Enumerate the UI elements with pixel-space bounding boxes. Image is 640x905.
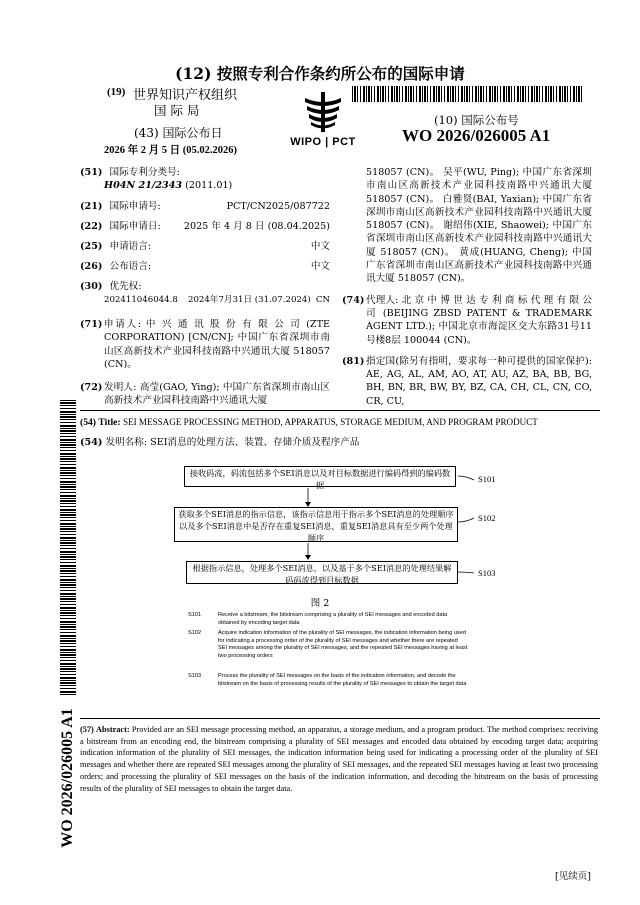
ipc-value: H04N 21/2343 <box>104 180 183 191</box>
divider-abstract <box>80 718 600 719</box>
applicant-text: 申请人: 中 兴 通 讯 股 份 有 限 公 司 (ZTE CORPORATION) [CN/CN]; 中国广东省深圳市南山区高新技术产业园科技南路中兴通讯大厦 518057 (CN)。 <box>104 319 330 370</box>
lang-label: 申请语言: <box>109 241 152 252</box>
legend-text-s101: Receive a bitstream, the bitstream comprising a plurality of SEI messages and encoded data obtained by encoding target data <box>218 612 448 626</box>
legend-code-s101: S101 <box>188 612 202 618</box>
legend-code-s102: S102 <box>188 630 202 636</box>
agent-code: (74) <box>342 294 365 306</box>
ipc-year: (2011.01) <box>182 180 233 191</box>
agent-text: 代理人: 北 京 中 博 世 达 专 利 商 标 代 理 有 限 公 司 (BEIJING ZBSD PATENT & TRADEMARK AGENT LTD.); 中国北京市海淀区交大东路31号11号楼8层 100044 (CN)。 <box>366 294 592 346</box>
wipo-logo-text: WIPO | PCT <box>290 136 356 148</box>
pub-date-label: (43) 国际公布日 <box>134 126 223 140</box>
ipc-label: 国际专利分类号: <box>109 167 180 178</box>
document-title: (12) 按照专利合作条约所公布的国际申请 <box>175 64 465 83</box>
lang-code: (25) <box>80 241 103 252</box>
flow-label-s103: S103 <box>478 568 496 578</box>
abstract <box>80 724 598 794</box>
org-name: 世界知识产权组织 <box>133 88 238 103</box>
pub-lang-label: 公布语言: <box>109 261 152 272</box>
app-no-value: PCT/CN2025/087722 <box>226 201 330 212</box>
pub-date: 2026 年 2 月 5 日 (05.02.2026) <box>104 145 237 156</box>
filing-value: 2025 年 4 月 8 日 (08.04.2025) <box>183 221 330 232</box>
inventors-continued: 518057 (CN)。 吴平(WU, Ping); 中国广东省深圳市南山区高新技术产业园科技南路中兴通讯大厦 518057 (CN)。 白雅贤(BAI, Yaxian); 中国广东省深圳市南山区高新技术产业园科技南路中兴通讯大厦 518057 (CN)。 谢绍伟(XIE, Shaowei); 中国广东省深圳市南山区高新技术产业园科技南路中兴通讯大厦 518057 (CN)。 黄成(HUANG, Cheng); 中国广东省深圳市南山区高新技术产业园科技南路中兴通讯大厦 518057 (CN)。 <box>366 167 592 285</box>
flow-label-s102: S102 <box>478 513 496 523</box>
app-no-label: 国际申请号: <box>109 201 161 212</box>
states-code: (81) <box>342 355 365 367</box>
ipc-code: (51) <box>80 167 103 178</box>
abstract-text: Provided are an SEI message processing method, an apparatus, a storage medium, and a program product. The method comprises: receiving a bitstream from an encoding end, the bitstream comprising a plurality of SEI messages and encoded data obtained by encoding target data; acquiring indication information of the plurality of SEI messages, the indication information being used for indicating a processing order of the plurality of SEI messages and whether there are repeated SEI messages among the plurality of SEI messages, and the repeated SEI messages having at least two processing orders; and processing the plurality of SEI messages on the basis of the indication information, and decoding the bitstream on the basis of processing results of the plurality of SEI messages to obtain the target data. <box>80 725 599 793</box>
inventor-code: (72) <box>80 382 103 394</box>
label-leader-1 <box>458 476 474 480</box>
pub-lang-value: 中文 <box>310 261 330 272</box>
flow-label-s101: S101 <box>478 474 496 484</box>
priority-code: (30) <box>80 281 103 292</box>
title-en-label: Title: <box>98 417 121 428</box>
priority-label: 优先权: <box>109 281 142 292</box>
label-leader-2 <box>458 518 474 522</box>
priority-number: 202411046044.8 <box>104 295 178 305</box>
org-code: (19) <box>107 86 126 98</box>
bureau-name: 国 际 局 <box>154 103 200 118</box>
filing-code: (22) <box>80 221 103 232</box>
label-leader-3 <box>458 572 474 573</box>
app-no-code: (21) <box>80 201 103 212</box>
abstract-code: (57) <box>80 725 94 734</box>
flow-step-s103: 根据指示信息，处理多个SEI消息，以及基于多个SEI消息的处理结果解码码流得到目标数据 <box>186 561 458 584</box>
abstract-label: Abstract: <box>96 725 130 734</box>
title-en-text: SEI MESSAGE PROCESSING METHOD, APPARATUS, STORAGE MEDIUM, AND PROGRAM PRODUCT <box>123 417 538 427</box>
arrow-head-2 <box>305 555 311 560</box>
figure-caption: 图 2 <box>310 598 330 609</box>
pub-lang-code: (26) <box>80 261 103 272</box>
filing-label: 国际申请日: <box>109 221 161 232</box>
inventor-text: 发明人: 高莹(GAO, Ying); 中国广东省深圳市南山区高新技术产业园科技南路中兴通讯大厦 <box>104 382 330 407</box>
title-cn-text: 发明名称: SEI消息的处理方法、装置、存储介质及程序产品 <box>105 437 360 448</box>
pub-number: WO 2026/026005 A1 <box>402 126 551 145</box>
priority-date: 2024年7月31日 (31.07.2024) <box>188 295 311 305</box>
legend-text-s102: Acquire indication information of the plurality of SEI messages, the indication information being used for indicating a processing order of the plurality of SEI messages and whether there are repeated SEI messages among the plurality of SEI messages, and the repeated SEI messages having at least two processing orders <box>218 630 468 659</box>
states-text: 指定国(除另有指明，要求每一种可提供的国家保护): AE, AG, AL, AM, AO, AT, AU, AZ, BA, BB, BG, BH, BN, BR, BW, BY, BZ, CA, CH, CL, CN, CO, CR, CU, <box>366 355 592 407</box>
legend-code-s103: S103 <box>188 673 202 679</box>
title-cn-code: (54) <box>80 437 103 448</box>
pub-no-label: (10) 国际公布号 <box>434 113 519 127</box>
lang-value: 中文 <box>310 241 330 252</box>
title-en-code: (54) <box>80 417 96 428</box>
flow-step-s101: 接收码流，码流包括多个SEI消息以及对目标数据进行编码得到的编码数据 <box>184 466 456 487</box>
priority-country: CN <box>315 295 330 305</box>
side-pub-number: WO 2026/026005 A1 <box>59 708 76 848</box>
legend-text-s103: Process the plurality of SEI messages on the basis of the indication information, and decode the bitstream on the basis of processing results of the plurality of SEI messages to obtain the target data <box>218 673 467 687</box>
continued-note: [见续页] <box>555 871 591 882</box>
applicant-code: (71) <box>80 319 103 330</box>
flow-step-s102: 获取多个SEI消息的指示信息，该指示信息用于指示多个SEI消息的处理顺序以及多个SEI消息中是否存在重复SEI消息，重复SEI消息具有至少两个处理顺序 <box>174 507 458 542</box>
